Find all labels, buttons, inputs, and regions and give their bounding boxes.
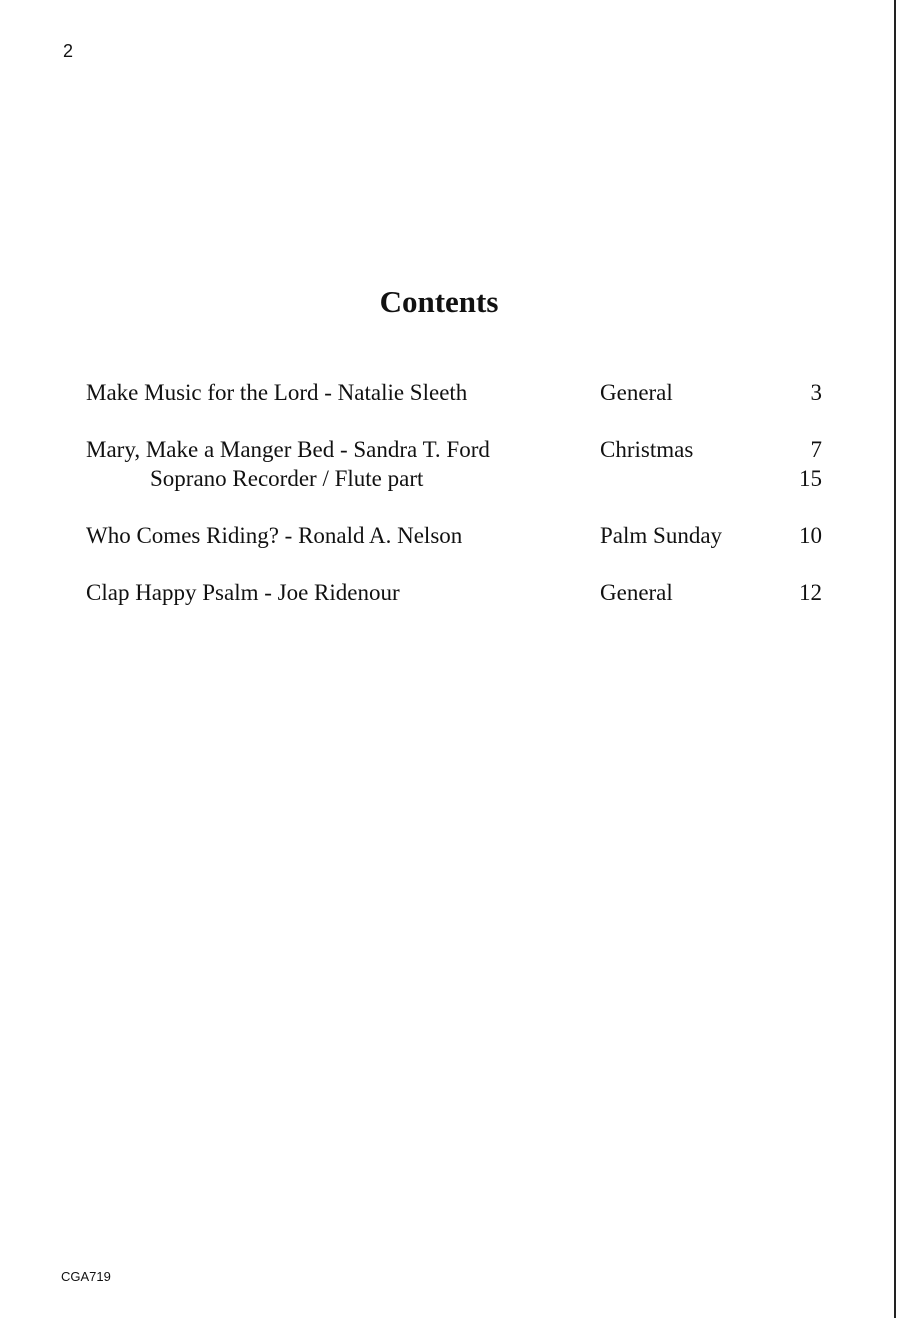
entry-page: 7 xyxy=(810,437,822,462)
toc-entry xyxy=(86,378,822,407)
toc-entry xyxy=(86,435,822,493)
entry-title: Mary, Make a Manger Bed - Sandra T. Ford xyxy=(86,437,490,462)
entry-subtitle: Soprano Recorder / Flute part xyxy=(150,466,424,491)
entry-title: Clap Happy Psalm - Joe Ridenour xyxy=(86,580,400,605)
entry-title: Who Comes Riding? - Ronald A. Nelson xyxy=(86,523,463,548)
entry-category: General xyxy=(600,580,673,605)
page-edge-line xyxy=(894,0,896,1318)
toc-line xyxy=(86,578,822,607)
entry-subpage: 15 xyxy=(799,466,822,491)
toc-line xyxy=(86,435,822,464)
entry-category: Christmas xyxy=(600,437,694,462)
entry-title: Make Music for the Lord - Natalie Sleeth xyxy=(86,380,468,405)
entry-category: General xyxy=(600,380,673,405)
contents-title: Contents xyxy=(379,284,499,319)
entry-page: 10 xyxy=(799,523,822,548)
page-number: 2 xyxy=(63,41,74,61)
toc-line xyxy=(86,378,822,407)
entry-page: 3 xyxy=(810,380,822,405)
toc-entry xyxy=(86,578,822,607)
toc-line xyxy=(86,521,822,550)
entry-category: Palm Sunday xyxy=(600,523,723,548)
toc-entry xyxy=(86,521,822,550)
entry-page: 12 xyxy=(799,580,822,605)
catalog-code: CGA719 xyxy=(61,1269,111,1284)
table-of-contents xyxy=(86,378,822,635)
toc-subline xyxy=(86,464,822,493)
